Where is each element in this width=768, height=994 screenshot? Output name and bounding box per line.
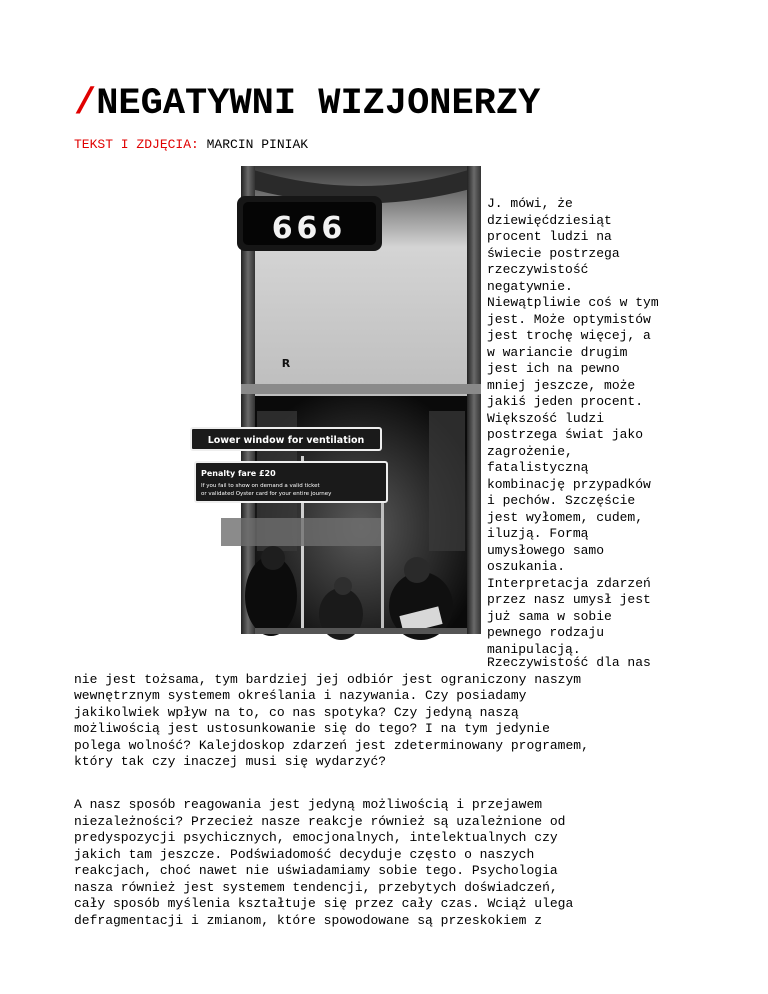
side-column-text: J. mówi, że dziewięćdziesiąt procent ludzi na świecie postrzega rzeczywistość negatywnie. Niewątpliwie coś w tym jest. Może optymistów jest trochę więcej, a w wariancie drugim jest ich na pewno mniej jeszcze, może jakiś jeden procent. Większość ludzi postrzega świat jako zagrożenie, fatalistyczną kombinację przypadków i pechów. Szczęście jest wyłomem, cudem, iluzją. Formą umysłowego samo oszukania. Interpretacja zdarzeń przez nasz umysł jest już sama w sobie pewnego rodzaju manipulacją. bbox=[487, 196, 659, 657]
byline-author: MARCIN PINIAK bbox=[198, 137, 309, 152]
floor bbox=[255, 628, 467, 634]
right-pillar bbox=[467, 166, 481, 634]
penalty-fare-line1: If you fail to show on demand a valid ticket bbox=[201, 483, 320, 489]
passenger-right-head bbox=[404, 557, 430, 583]
penalty-fare-title: Penalty fare £20 bbox=[201, 469, 276, 478]
continuation-rest: nie jest tożsama, tym bardziej jej odbiór jest ograniczony naszym wewnętrznym systemem określania i nazywania. Czy posiadamy jakikolwiek wpływ na to, co nas spotyka? Czy jedyną naszą możliwością jest ustosunkowanie się do tego? I na tym jedynie polega wolność? Kalejdoskop zdarzeń jest zdeterminowany programem, który tak czy inaczej musi się wydarzyć? bbox=[74, 671, 589, 769]
passenger-left-head bbox=[261, 546, 285, 570]
title-text: NEGATYWNI WIZJONERZY bbox=[96, 83, 541, 125]
continuation-paragraph bbox=[74, 655, 714, 771]
byline-label: TEKST I ZDJĘCIA: bbox=[74, 137, 199, 152]
marker-letter: R bbox=[281, 357, 291, 370]
horizontal-rail bbox=[241, 384, 481, 394]
second-paragraph: A nasz sposób reagowania jest jedyną możliwością i przejawem niezależności? Przecież nasze reakcje również są uzależnione od predyspozycji psychicznych, emocjonalnych, intelektualnych czy jakich tam jeszcze. Podświadomość decyduje często o naszych reakcjach, choć nawet nie uświadamiamy sobie tego. Psychologia nasza również jest systemem tendencji, przebytych doświadczeń, cały sposób myślenia kształtuje się przez cały czas. Wciąż ulega defragmentacji i zmianom, które spowodowane są przeskokiem z bbox=[74, 797, 574, 928]
right-window bbox=[429, 411, 465, 551]
article-title bbox=[74, 84, 540, 124]
penalty-fare-line2: or validated Oyster card for your entire journey bbox=[201, 491, 332, 497]
distant-sign bbox=[221, 518, 381, 546]
byline bbox=[74, 137, 308, 153]
title-slash: / bbox=[74, 83, 97, 125]
continuation-first-line: Rzeczywistość dla nas bbox=[487, 655, 651, 670]
subway-photo bbox=[201, 166, 481, 634]
number-display-text: 666 bbox=[271, 211, 347, 246]
passenger-center-head bbox=[334, 577, 352, 595]
ventilation-sign-text: Lower window for ventilation bbox=[207, 435, 365, 446]
